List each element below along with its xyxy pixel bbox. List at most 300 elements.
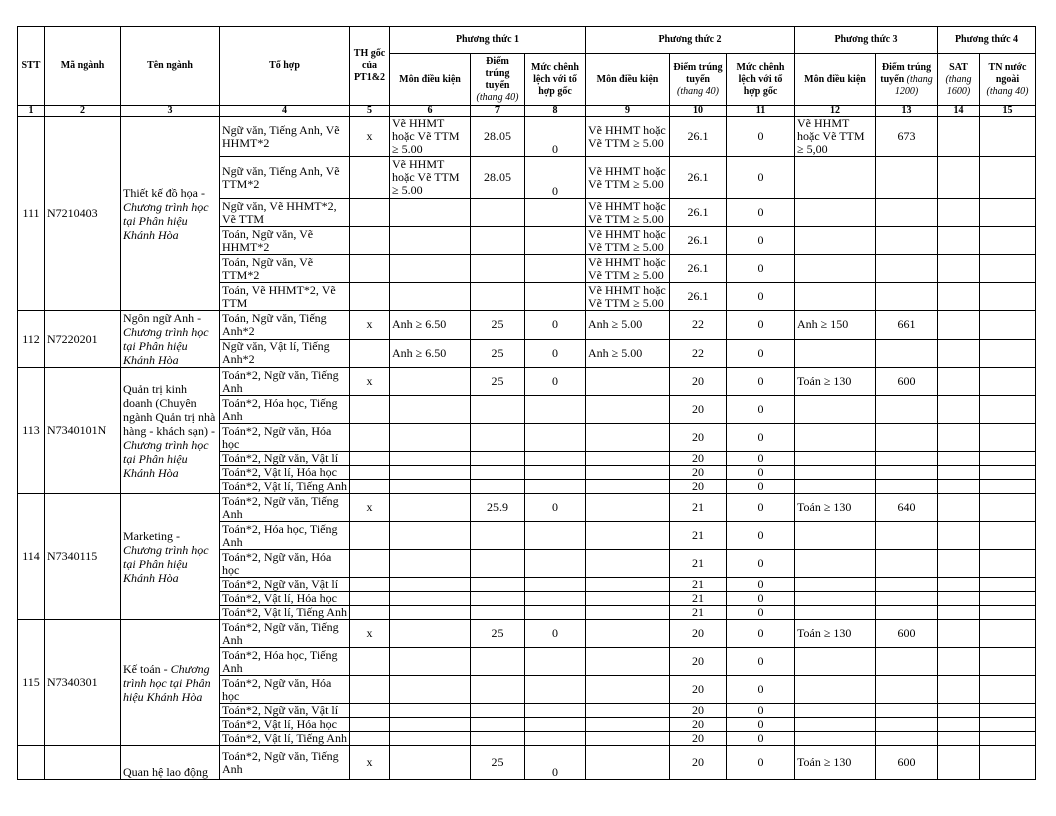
pt1-difference: 0 bbox=[525, 339, 586, 368]
subject-combination: Toán*2, Vật lí, Tiếng Anh bbox=[220, 732, 350, 746]
pt2-condition bbox=[586, 620, 670, 648]
pt3-score bbox=[876, 227, 938, 255]
pt2-difference: 0 bbox=[727, 117, 795, 157]
header-sat: SAT (thang 1600) bbox=[938, 54, 980, 106]
pt2-condition bbox=[586, 578, 670, 592]
pt1-difference bbox=[525, 424, 586, 452]
pt1-difference bbox=[525, 704, 586, 718]
pt1-difference bbox=[525, 283, 586, 311]
pt2-difference: 0 bbox=[727, 480, 795, 494]
pt1-difference bbox=[525, 255, 586, 283]
pt1-condition bbox=[390, 522, 471, 550]
program-code: N7340101N bbox=[45, 368, 121, 494]
pt2-condition bbox=[586, 368, 670, 396]
pt2-difference: 0 bbox=[727, 522, 795, 550]
pt3-score: 673 bbox=[876, 117, 938, 157]
pt1-score bbox=[471, 199, 525, 227]
pt3-condition bbox=[795, 606, 876, 620]
pt2-score: 20 bbox=[670, 718, 727, 732]
pt3-score bbox=[876, 452, 938, 466]
sat-score bbox=[938, 117, 980, 157]
column-number: 12 bbox=[795, 106, 876, 117]
foreign-graduation-score bbox=[980, 199, 1036, 227]
pt3-condition bbox=[795, 227, 876, 255]
pt2-condition bbox=[586, 396, 670, 424]
header-ma-nganh: Mã ngành bbox=[45, 27, 121, 106]
foreign-graduation-score bbox=[980, 550, 1036, 578]
pt1-score: 28.05 bbox=[471, 117, 525, 157]
header-tn-nuoc-ngoai: TN nước ngoài (thang 40) bbox=[980, 54, 1036, 106]
subject-combination: Toán*2, Ngữ văn, Tiếng Anh bbox=[220, 620, 350, 648]
pt1-condition: Anh ≥ 6.50 bbox=[390, 311, 471, 340]
pt2-condition: Vẽ HHMT hoặc Vẽ TTM ≥ 5.00 bbox=[586, 117, 670, 157]
pt3-score bbox=[876, 480, 938, 494]
foreign-graduation-score bbox=[980, 396, 1036, 424]
pt3-score bbox=[876, 592, 938, 606]
pt1-condition bbox=[390, 592, 471, 606]
foreign-graduation-score bbox=[980, 339, 1036, 368]
pt2-condition: Vẽ HHMT hoặc Vẽ TTM ≥ 5.00 bbox=[586, 255, 670, 283]
foreign-graduation-score bbox=[980, 480, 1036, 494]
pt2-score: 20 bbox=[670, 648, 727, 676]
table-row bbox=[18, 311, 1036, 340]
original-combination-mark bbox=[350, 592, 390, 606]
foreign-graduation-score bbox=[980, 255, 1036, 283]
program-code: N7340115 bbox=[45, 494, 121, 620]
original-combination-mark: x bbox=[350, 494, 390, 522]
header-pt2-diem-trung-tuyen: Điểm trúng tuyển (thang 40) bbox=[670, 54, 727, 106]
pt2-difference: 0 bbox=[727, 648, 795, 676]
sat-score bbox=[938, 648, 980, 676]
table-row bbox=[18, 746, 1036, 780]
pt2-difference: 0 bbox=[727, 199, 795, 227]
foreign-graduation-score bbox=[980, 157, 1036, 199]
pt1-difference: 0 bbox=[525, 311, 586, 340]
pt2-condition bbox=[586, 452, 670, 466]
pt3-score: 600 bbox=[876, 620, 938, 648]
program-code: N7340301 bbox=[45, 620, 121, 746]
foreign-graduation-score bbox=[980, 283, 1036, 311]
program-code: N7220201 bbox=[45, 311, 121, 368]
pt1-score bbox=[471, 676, 525, 704]
pt2-difference: 0 bbox=[727, 550, 795, 578]
pt1-score bbox=[471, 424, 525, 452]
header-th-goc: TH gốc của PT1&2 bbox=[350, 27, 390, 106]
program-title: Quan hệ lao động bbox=[123, 765, 208, 779]
sat-score bbox=[938, 578, 980, 592]
column-number: 15 bbox=[980, 106, 1036, 117]
header-phuong-thuc-4: Phương thức 4 bbox=[938, 27, 1036, 54]
pt3-score bbox=[876, 732, 938, 746]
pt2-condition bbox=[586, 480, 670, 494]
pt3-score bbox=[876, 606, 938, 620]
pt1-difference bbox=[525, 592, 586, 606]
original-combination-mark bbox=[350, 648, 390, 676]
pt2-difference: 0 bbox=[727, 424, 795, 452]
sat-score bbox=[938, 311, 980, 340]
pt3-condition: Toán ≥ 130 bbox=[795, 494, 876, 522]
pt2-score: 22 bbox=[670, 311, 727, 340]
original-combination-mark bbox=[350, 578, 390, 592]
pt1-condition bbox=[390, 368, 471, 396]
sat-score bbox=[938, 550, 980, 578]
pt1-difference: 0 bbox=[525, 368, 586, 396]
sat-score bbox=[938, 606, 980, 620]
pt3-condition: Vẽ HHMT hoặc Vẽ TTM ≥ 5,00 bbox=[795, 117, 876, 157]
sat-score bbox=[938, 732, 980, 746]
original-combination-mark bbox=[350, 339, 390, 368]
sat-score bbox=[938, 466, 980, 480]
pt1-difference bbox=[525, 452, 586, 466]
program-name bbox=[121, 311, 220, 368]
pt1-difference: 0 bbox=[525, 117, 586, 157]
pt3-score: 661 bbox=[876, 311, 938, 340]
sat-score bbox=[938, 424, 980, 452]
column-number: 8 bbox=[525, 106, 586, 117]
header-stt: STT bbox=[18, 27, 45, 106]
pt3-score bbox=[876, 396, 938, 424]
pt3-condition bbox=[795, 718, 876, 732]
pt2-score: 20 bbox=[670, 620, 727, 648]
program-name bbox=[121, 368, 220, 494]
sat-score bbox=[938, 157, 980, 199]
pt2-condition bbox=[586, 718, 670, 732]
pt1-score: 25 bbox=[471, 368, 525, 396]
program-campus: Chương trình học tại Phân hiệu Khánh Hòa bbox=[123, 542, 209, 585]
column-number: 7 bbox=[471, 106, 525, 117]
sat-score bbox=[938, 339, 980, 368]
subject-combination: Toán*2, Vật lí, Hóa học bbox=[220, 718, 350, 732]
original-combination-mark: x bbox=[350, 746, 390, 780]
sat-score bbox=[938, 592, 980, 606]
pt1-difference bbox=[525, 522, 586, 550]
pt3-condition bbox=[795, 396, 876, 424]
sat-score bbox=[938, 494, 980, 522]
original-combination-mark: x bbox=[350, 311, 390, 340]
pt3-condition bbox=[795, 578, 876, 592]
pt2-score: 20 bbox=[670, 704, 727, 718]
pt3-condition: Toán ≥ 130 bbox=[795, 620, 876, 648]
header-pt2-muc-chenh: Mức chênh lệch với tổ hợp gốc bbox=[727, 54, 795, 106]
sat-score bbox=[938, 620, 980, 648]
pt1-score bbox=[471, 704, 525, 718]
sat-score bbox=[938, 704, 980, 718]
pt2-score: 21 bbox=[670, 550, 727, 578]
pt2-difference: 0 bbox=[727, 620, 795, 648]
pt1-score: 25.9 bbox=[471, 494, 525, 522]
program-name bbox=[121, 620, 220, 746]
subject-combination: Toán, Ngữ văn, Vẽ TTM*2 bbox=[220, 255, 350, 283]
pt2-difference: 0 bbox=[727, 732, 795, 746]
pt3-condition bbox=[795, 199, 876, 227]
table-body bbox=[18, 117, 1036, 780]
pt1-difference bbox=[525, 718, 586, 732]
pt1-condition bbox=[390, 718, 471, 732]
subject-combination: Toán*2, Ngữ văn, Vật lí bbox=[220, 704, 350, 718]
original-combination-mark bbox=[350, 452, 390, 466]
sat-score bbox=[938, 480, 980, 494]
program-campus: Chương trình học tại Phân hiệu Khánh Hòa bbox=[123, 199, 209, 242]
header-pt3-mon-dieu-kien: Môn điều kiện bbox=[795, 54, 876, 106]
column-number: 6 bbox=[390, 106, 471, 117]
pt2-condition bbox=[586, 466, 670, 480]
column-number: 2 bbox=[45, 106, 121, 117]
pt1-score: 25 bbox=[471, 311, 525, 340]
program-title: Quản trị kinh doanh (Chuyên ngành Quản trị nhà hàng - khách sạn) - bbox=[123, 381, 216, 438]
pt2-condition bbox=[586, 676, 670, 704]
subject-combination: Toán*2, Vật lí, Hóa học bbox=[220, 592, 350, 606]
pt2-condition bbox=[586, 592, 670, 606]
pt3-condition bbox=[795, 522, 876, 550]
pt2-score: 20 bbox=[670, 452, 727, 466]
pt1-difference bbox=[525, 732, 586, 746]
foreign-graduation-score bbox=[980, 466, 1036, 480]
pt2-difference: 0 bbox=[727, 368, 795, 396]
original-combination-mark: x bbox=[350, 620, 390, 648]
subject-combination: Toán*2, Vật lí, Tiếng Anh bbox=[220, 480, 350, 494]
pt1-score bbox=[471, 606, 525, 620]
pt3-condition bbox=[795, 283, 876, 311]
sat-score bbox=[938, 452, 980, 466]
pt2-difference: 0 bbox=[727, 452, 795, 466]
sat-score bbox=[938, 396, 980, 424]
pt3-score bbox=[876, 339, 938, 368]
subject-combination: Toán*2, Ngữ văn, Vật lí bbox=[220, 578, 350, 592]
pt2-difference: 0 bbox=[727, 606, 795, 620]
column-number-row bbox=[18, 106, 1036, 117]
program-name bbox=[121, 746, 220, 780]
pt1-difference bbox=[525, 578, 586, 592]
pt2-condition bbox=[586, 424, 670, 452]
table-header bbox=[18, 27, 1036, 117]
pt3-condition bbox=[795, 339, 876, 368]
pt3-condition bbox=[795, 157, 876, 199]
pt1-condition bbox=[390, 746, 471, 780]
foreign-graduation-score bbox=[980, 606, 1036, 620]
pt1-score bbox=[471, 592, 525, 606]
pt2-difference: 0 bbox=[727, 704, 795, 718]
pt1-condition bbox=[390, 227, 471, 255]
program-campus: Chương trình học tại Phân hiệu Khánh Hòa bbox=[123, 325, 209, 367]
pt2-score: 21 bbox=[670, 606, 727, 620]
pt2-difference: 0 bbox=[727, 592, 795, 606]
pt2-difference: 0 bbox=[727, 578, 795, 592]
pt2-score: 20 bbox=[670, 732, 727, 746]
pt2-score: 20 bbox=[670, 676, 727, 704]
header-phuong-thuc-2: Phương thức 2 bbox=[586, 27, 795, 54]
subject-combination: Toán*2, Ngữ văn, Hóa học bbox=[220, 424, 350, 452]
pt2-difference: 0 bbox=[727, 466, 795, 480]
table-row bbox=[18, 494, 1036, 522]
original-combination-mark bbox=[350, 255, 390, 283]
pt1-condition bbox=[390, 452, 471, 466]
column-number: 1 bbox=[18, 106, 45, 117]
original-combination-mark bbox=[350, 522, 390, 550]
subject-combination: Toán, Ngữ văn, Vẽ HHMT*2 bbox=[220, 227, 350, 255]
subject-combination: Toán*2, Hóa học, Tiếng Anh bbox=[220, 648, 350, 676]
pt2-score: 21 bbox=[670, 592, 727, 606]
pt1-score: 25 bbox=[471, 746, 525, 780]
pt2-score: 21 bbox=[670, 522, 727, 550]
pt2-difference: 0 bbox=[727, 311, 795, 340]
foreign-graduation-score bbox=[980, 424, 1036, 452]
pt2-score: 26.1 bbox=[670, 255, 727, 283]
pt2-score: 21 bbox=[670, 578, 727, 592]
pt2-difference: 0 bbox=[727, 339, 795, 368]
pt3-score bbox=[876, 157, 938, 199]
pt1-condition bbox=[390, 283, 471, 311]
pt1-difference: 0 bbox=[525, 620, 586, 648]
pt1-difference bbox=[525, 480, 586, 494]
pt1-score bbox=[471, 480, 525, 494]
subject-combination: Toán*2, Hóa học, Tiếng Anh bbox=[220, 522, 350, 550]
header-ten-nganh: Tên ngành bbox=[121, 27, 220, 106]
table-row bbox=[18, 620, 1036, 648]
pt2-score: 26.1 bbox=[670, 227, 727, 255]
column-number: 11 bbox=[727, 106, 795, 117]
subject-combination: Ngữ văn, Vẽ HHMT*2, Vẽ TTM bbox=[220, 199, 350, 227]
pt2-score: 20 bbox=[670, 466, 727, 480]
program-stt: 111 bbox=[18, 117, 45, 311]
program-title: Kế toán - bbox=[123, 661, 171, 676]
pt3-score bbox=[876, 283, 938, 311]
pt2-difference: 0 bbox=[727, 494, 795, 522]
pt1-condition bbox=[390, 255, 471, 283]
column-number: 10 bbox=[670, 106, 727, 117]
original-combination-mark bbox=[350, 227, 390, 255]
pt3-score bbox=[876, 648, 938, 676]
pt1-condition: Vẽ HHMT hoặc Vẽ TTM ≥ 5.00 bbox=[390, 157, 471, 199]
subject-combination: Toán*2, Hóa học, Tiếng Anh bbox=[220, 396, 350, 424]
pt1-condition bbox=[390, 648, 471, 676]
header-to-hop: Tổ hợp bbox=[220, 27, 350, 106]
pt1-condition bbox=[390, 199, 471, 227]
sat-score bbox=[938, 746, 980, 780]
program-code bbox=[45, 746, 121, 780]
foreign-graduation-score bbox=[980, 522, 1036, 550]
pt2-condition bbox=[586, 732, 670, 746]
pt2-condition: Anh ≥ 5.00 bbox=[586, 339, 670, 368]
pt2-difference: 0 bbox=[727, 227, 795, 255]
program-stt: 113 bbox=[18, 368, 45, 494]
pt3-score bbox=[876, 718, 938, 732]
program-code: N7210403 bbox=[45, 117, 121, 311]
pt1-score bbox=[471, 466, 525, 480]
pt2-condition bbox=[586, 704, 670, 718]
pt3-condition bbox=[795, 592, 876, 606]
original-combination-mark bbox=[350, 550, 390, 578]
pt2-score: 26.1 bbox=[670, 283, 727, 311]
subject-combination: Toán*2, Vật lí, Hóa học bbox=[220, 466, 350, 480]
subject-combination: Ngữ văn, Tiếng Anh, Vẽ TTM*2 bbox=[220, 157, 350, 199]
foreign-graduation-score bbox=[980, 311, 1036, 340]
pt1-condition bbox=[390, 396, 471, 424]
pt1-score bbox=[471, 396, 525, 424]
pt2-score: 20 bbox=[670, 480, 727, 494]
pt1-condition bbox=[390, 424, 471, 452]
original-combination-mark bbox=[350, 480, 390, 494]
foreign-graduation-score bbox=[980, 746, 1036, 780]
original-combination-mark: x bbox=[350, 368, 390, 396]
original-combination-mark: x bbox=[350, 117, 390, 157]
pt1-score bbox=[471, 718, 525, 732]
pt1-score bbox=[471, 283, 525, 311]
header-pt2-mon-dieu-kien: Môn điều kiện bbox=[586, 54, 670, 106]
admission-score-table bbox=[17, 26, 1036, 780]
foreign-graduation-score bbox=[980, 368, 1036, 396]
pt3-score bbox=[876, 578, 938, 592]
program-campus: Chương trình học tại Phân hiệu Khánh Hòa bbox=[123, 437, 209, 480]
pt1-score bbox=[471, 648, 525, 676]
foreign-graduation-score bbox=[980, 732, 1036, 746]
pt2-score: 20 bbox=[670, 396, 727, 424]
pt1-score bbox=[471, 522, 525, 550]
pt1-condition bbox=[390, 620, 471, 648]
column-number: 4 bbox=[220, 106, 350, 117]
pt1-condition: Anh ≥ 6.50 bbox=[390, 339, 471, 368]
pt1-score bbox=[471, 452, 525, 466]
original-combination-mark bbox=[350, 676, 390, 704]
sat-score bbox=[938, 718, 980, 732]
pt2-condition bbox=[586, 550, 670, 578]
pt2-score: 20 bbox=[670, 424, 727, 452]
pt3-condition bbox=[795, 452, 876, 466]
pt1-difference bbox=[525, 676, 586, 704]
pt2-condition: Vẽ HHMT hoặc Vẽ TTM ≥ 5.00 bbox=[586, 283, 670, 311]
sat-score bbox=[938, 368, 980, 396]
sat-score bbox=[938, 283, 980, 311]
column-number: 3 bbox=[121, 106, 220, 117]
pt3-score bbox=[876, 676, 938, 704]
pt1-score bbox=[471, 732, 525, 746]
pt1-score: 28.05 bbox=[471, 157, 525, 199]
header-pt1-diem-trung-tuyen: Điểm trúng tuyển (thang 40) bbox=[471, 54, 525, 106]
pt1-difference bbox=[525, 648, 586, 676]
pt1-condition bbox=[390, 606, 471, 620]
pt3-score bbox=[876, 550, 938, 578]
header-pt1-muc-chenh: Mức chênh lệch với tổ hợp gốc bbox=[525, 54, 586, 106]
sat-score bbox=[938, 255, 980, 283]
pt1-condition bbox=[390, 480, 471, 494]
foreign-graduation-score bbox=[980, 648, 1036, 676]
pt2-difference: 0 bbox=[727, 283, 795, 311]
subject-combination: Toán*2, Ngữ văn, Tiếng Anh bbox=[220, 494, 350, 522]
pt3-condition: Anh ≥ 150 bbox=[795, 311, 876, 340]
sat-score bbox=[938, 227, 980, 255]
pt2-condition: Vẽ HHMT hoặc Vẽ TTM ≥ 5.00 bbox=[586, 227, 670, 255]
header-pt3-diem-trung-tuyen: Điểm trúng tuyển (thang 1200) bbox=[876, 54, 938, 106]
pt1-difference bbox=[525, 550, 586, 578]
pt2-difference: 0 bbox=[727, 746, 795, 780]
column-number: 14 bbox=[938, 106, 980, 117]
pt2-condition bbox=[586, 648, 670, 676]
pt1-score bbox=[471, 578, 525, 592]
pt1-difference: 0 bbox=[525, 746, 586, 780]
program-title: Ngôn ngữ Anh - bbox=[123, 311, 202, 325]
pt3-condition bbox=[795, 480, 876, 494]
pt1-difference bbox=[525, 199, 586, 227]
foreign-graduation-score bbox=[980, 452, 1036, 466]
original-combination-mark bbox=[350, 283, 390, 311]
original-combination-mark bbox=[350, 606, 390, 620]
sat-score bbox=[938, 522, 980, 550]
pt3-score bbox=[876, 199, 938, 227]
foreign-graduation-score bbox=[980, 494, 1036, 522]
subject-combination: Toán*2, Ngữ văn, Tiếng Anh bbox=[220, 746, 350, 780]
pt1-condition bbox=[390, 466, 471, 480]
original-combination-mark bbox=[350, 396, 390, 424]
sat-score bbox=[938, 676, 980, 704]
